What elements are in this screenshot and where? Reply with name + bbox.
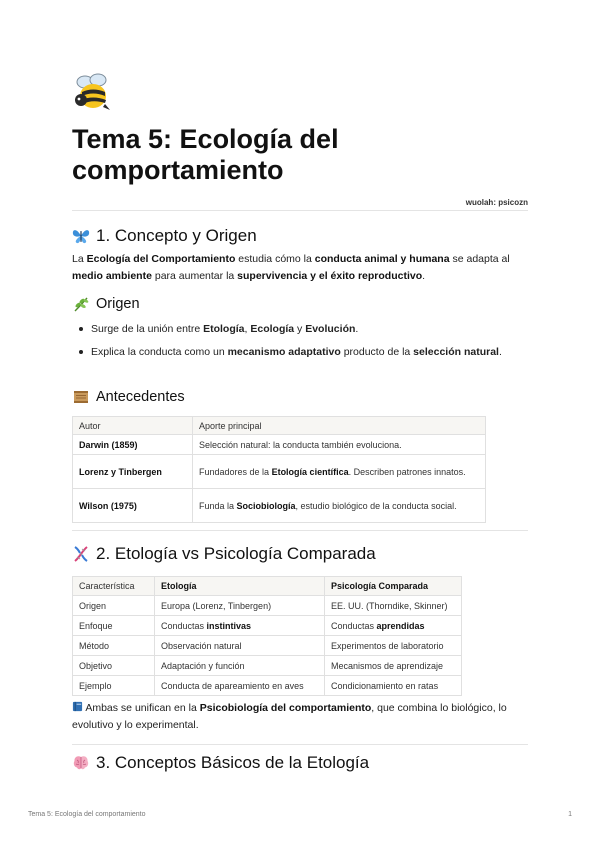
book-icon: [72, 701, 83, 712]
column-header: Aporte principal: [193, 417, 486, 435]
butterfly-icon: [72, 227, 90, 245]
table-cell: Conducta de apareamiento en aves: [155, 676, 325, 696]
dna-icon: [72, 545, 90, 563]
comparison-table: [72, 576, 462, 696]
table-cell: Experimentos de laboratorio: [325, 636, 462, 656]
divider: [72, 530, 528, 531]
table-cell: Observación natural: [155, 636, 325, 656]
section-heading-etologia: 2. Etología vs Psicología Comparada: [72, 544, 376, 564]
table-cell-label: Ejemplo: [73, 676, 155, 696]
table-cell-label: Objetivo: [73, 656, 155, 676]
bee-icon: [72, 70, 112, 112]
author-tag: wuolah: psicozn: [465, 198, 528, 207]
antecedentes-table: [72, 416, 486, 523]
table-cell-author: Wilson (1975): [73, 489, 193, 523]
page-number: 1: [568, 811, 572, 818]
table-header-row: [73, 417, 486, 435]
table-cell: EE. UU. (Thorndike, Skinner): [325, 596, 462, 616]
section-heading-label: 1. Concepto y Origen: [96, 226, 257, 245]
subheading-origen: Origen: [72, 295, 140, 313]
note-paragraph: Ambas se unifican en la Psicobiología del comportamiento, que combina lo biológico, lo evolutivo y lo experimental.: [72, 702, 507, 731]
table-row: [73, 489, 486, 523]
table-cell: Conductas aprendidas: [325, 616, 462, 636]
table-cell-label: Método: [73, 636, 155, 656]
origen-list: [78, 321, 518, 367]
table-cell-author: Darwin (1859): [73, 435, 193, 455]
column-header: Autor: [73, 417, 193, 435]
subheading-antecedentes: Antecedentes: [72, 388, 185, 406]
table-cell: Fundadores de la Etología científica. Describen patrones innatos.: [193, 455, 486, 489]
table-cell-author: Lorenz y Tinbergen: [73, 455, 193, 489]
table-cell: Adaptación y función: [155, 656, 325, 676]
table-cell: Funda la Sociobiología, estudio biológico de la conducta social.: [193, 489, 486, 523]
section-heading-conceptos: 3. Conceptos Básicos de la Etología: [72, 753, 369, 773]
table-cell: Selección natural: la conducta también evoluciona.: [193, 435, 486, 455]
table-cell-label: Enfoque: [73, 616, 155, 636]
brain-icon: [72, 754, 90, 772]
divider: [72, 210, 528, 211]
table-cell: Mecanismos de aprendizaje: [325, 656, 462, 676]
table-row: [73, 435, 486, 455]
footer-title: Tema 5: Ecología del comportamiento: [28, 811, 146, 818]
herb-icon: [72, 295, 90, 313]
table-cell: Condicionamiento en ratas: [325, 676, 462, 696]
table-cell: Europa (Lorenz, Tinbergen): [155, 596, 325, 616]
column-header: Etología: [155, 577, 325, 596]
list-item: Explica la conducta como un mecanismo adaptativo producto de la selección natural.: [78, 344, 518, 360]
page-title: Tema 5: Ecología del comportamiento: [72, 124, 339, 185]
table-cell-label: Origen: [73, 596, 155, 616]
column-header: Psicología Comparada: [325, 577, 462, 596]
divider: [72, 744, 528, 745]
table-row: [73, 596, 462, 616]
list-item: Surge de la unión entre Etología, Ecología y Evolución.: [78, 321, 518, 337]
column-header: Característica: [73, 577, 155, 596]
table-row: [73, 656, 462, 676]
table-header-row: [73, 577, 462, 596]
section-heading-concepto: [72, 226, 257, 246]
scroll-icon: [72, 388, 90, 406]
table-row: [73, 455, 486, 489]
table-row: [73, 616, 462, 636]
table-cell: Conductas instintivas: [155, 616, 325, 636]
table-row: [73, 676, 462, 696]
table-row: [73, 636, 462, 656]
intro-paragraph: La Ecología del Comportamiento estudia cómo la conducta animal y humana se adapta al medio ambiente para aumentar la supervivencia y el éxito reproductivo.: [72, 253, 510, 282]
